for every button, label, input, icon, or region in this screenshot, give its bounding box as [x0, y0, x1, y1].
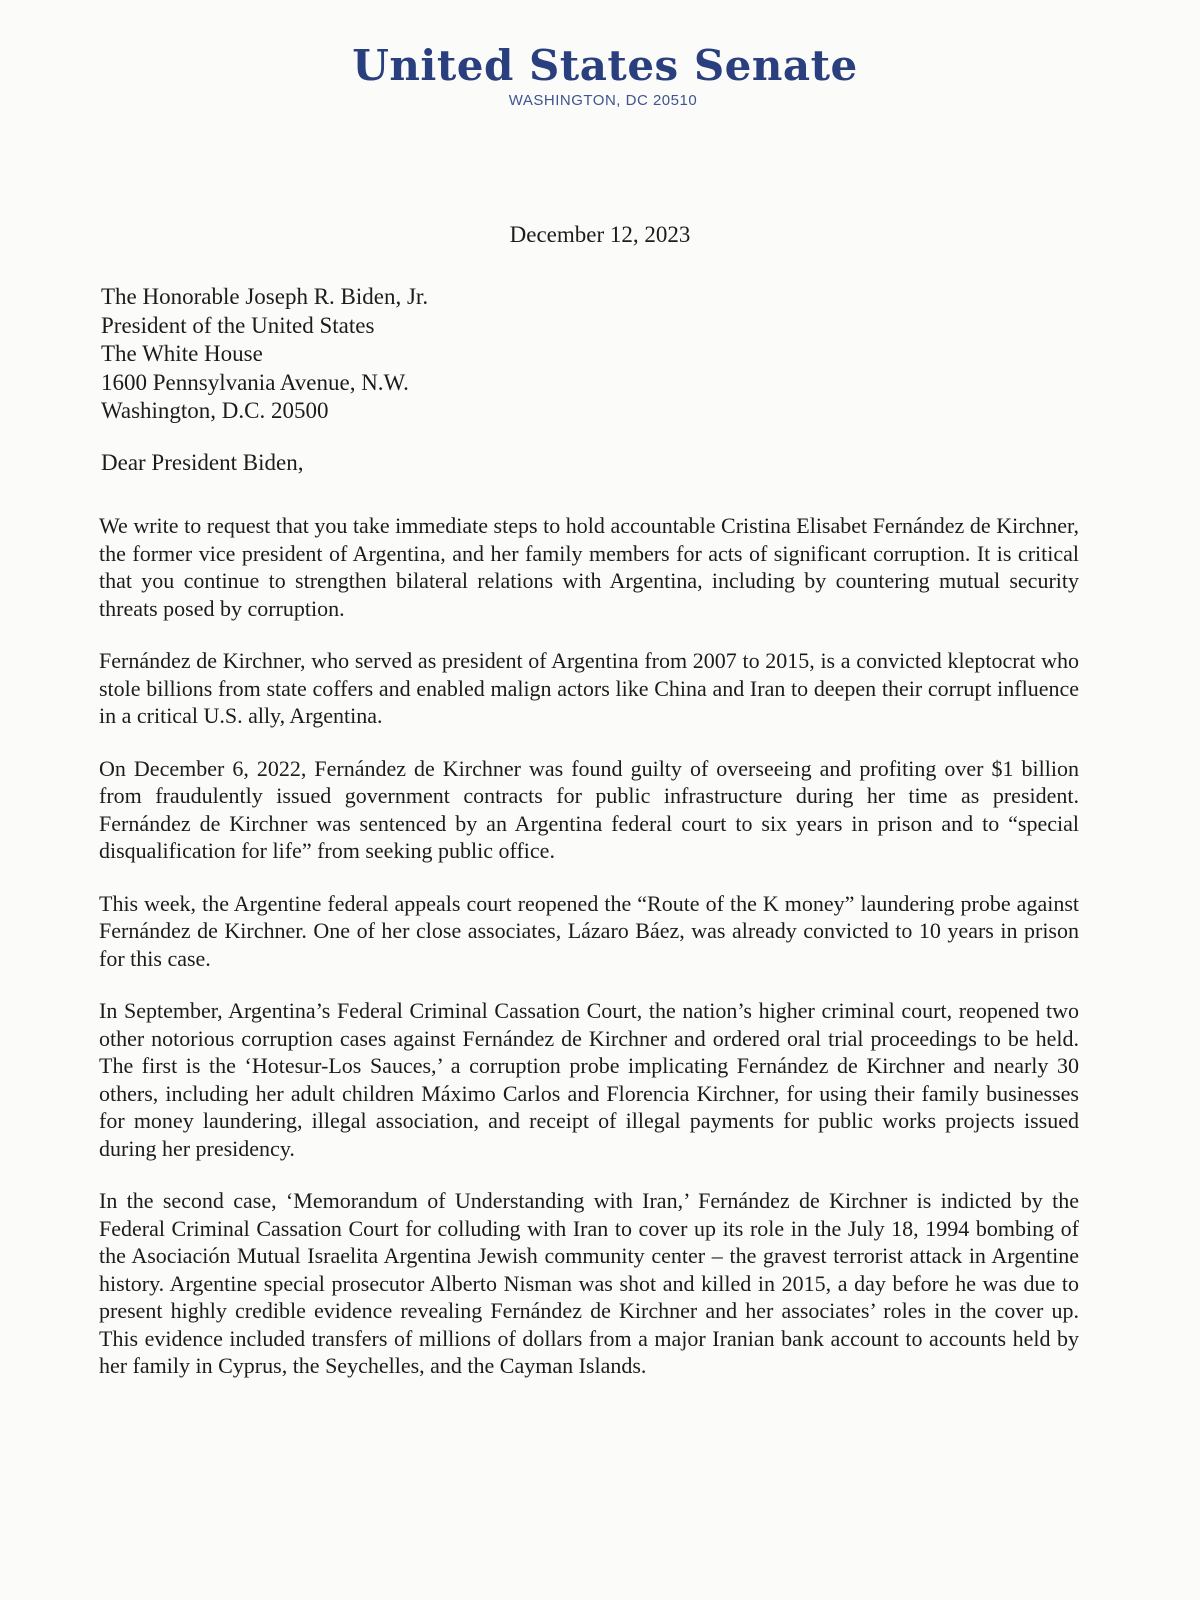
recipient-street: 1600 Pennsylvania Avenue, N.W.	[101, 369, 409, 395]
body-paragraph: On December 6, 2022, Fernández de Kirchner was found guilty of overseeing and profiting over $1 billion from fraudulently issued government contracts for public infrastructure during her time as president. Fernández de Kirchner was sentenced by an Argentina federal court to six years in prison and to “special disqualification for life” from seeking public office.	[99, 755, 1079, 863]
recipient-name: The Honorable Joseph R. Biden, Jr.	[101, 284, 429, 309]
senate-letterhead-address: WASHINGTON, DC 20510	[508, 92, 698, 109]
letter-date: December 12, 2023	[509, 222, 691, 247]
recipient-office: The White House	[101, 341, 263, 366]
letterhead	[0, 42, 1200, 109]
salutation: Dear President Biden,	[101, 450, 304, 475]
recipient-title: President of the United States	[101, 312, 375, 338]
body-paragraph: We write to request that you take immediate steps to hold accountable Cristina Elisabet Fernández de Kirchner, the former vice president of Argentina, and her family members for acts of significant corruption. It is critical that you continue to strengthen bilateral relations with Argentina, including by countering mutual security threats posed by corruption.	[99, 513, 1079, 621]
recipient-address-block	[101, 283, 428, 426]
body-paragraph: This week, the Argentine federal appeals court reopened the “Route of the K money” laundering probe against Fernández de Kirchner. One of her close associates, Lázaro Báez, was already convicted to 10 years in prison for this case.	[99, 890, 1079, 971]
letter-body	[99, 512, 1079, 1405]
body-paragraph: Fernández de Kirchner, who served as president of Argentina from 2007 to 2015, is a convicted kleptocrat who stole billions from state coffers and enabled malign actors like China and Iran to deepen their corrupt influence in a critical U.S. ally, Argentina.	[99, 648, 1079, 728]
body-paragraph: In September, Argentina’s Federal Criminal Cassation Court, the nation’s higher criminal court, reopened two other notorious corruption cases against Fernández de Kirchner and ordered oral trial proceedings to be held. The first is the ‘Hotesur-Los Sauces,’ a corruption probe implicating Fernández de Kirchner and nearly 30 others, including her adult children Máximo Carlos and Florencia Kirchner, for using their family businesses for money laundering, illegal association, and receipt of illegal payments for public works projects issued during her presidency.	[99, 998, 1079, 1161]
senate-letterhead-title: United States Senate	[352, 41, 858, 90]
recipient-city: Washington, D.C. 20500	[101, 398, 329, 423]
body-paragraph: In the second case, ‘Memorandum of Understanding with Iran,’ Fernández de Kirchner is indicted by the Federal Criminal Cassation Court for colluding with Iran to cover up its role in the July 18, 1994 bombing of the Asociación Mutual Israelita Argentina Jewish community center – the gravest terrorist attack in Argentine history. Argentine special prosecutor Alberto Nisman was shot and killed in 2015, a day before he was due to present highly credible evidence revealing Fernández de Kirchner and her associates’ roles in the cover up. This evidence included transfers of millions of dollars from a major Iranian bank account to accounts held by her family in Cyprus, the Seychelles, and the Cayman Islands.	[99, 1188, 1079, 1378]
